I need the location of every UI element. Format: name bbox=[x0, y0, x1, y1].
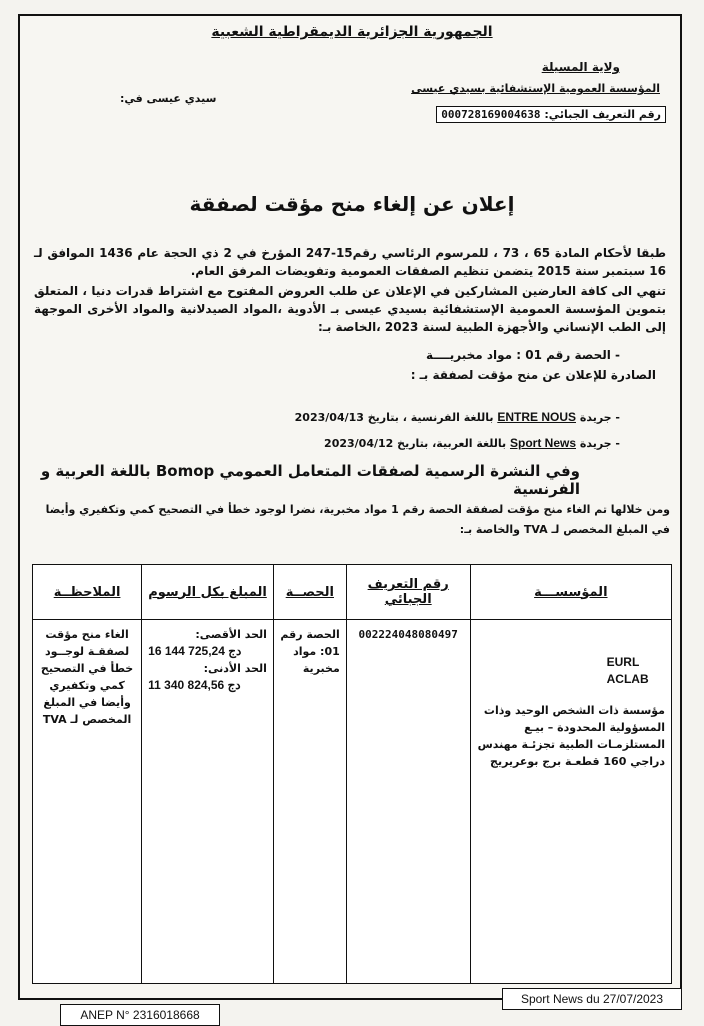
paper2-name: Sport News bbox=[509, 436, 576, 450]
table-header-row bbox=[33, 565, 672, 620]
awards-table bbox=[32, 564, 672, 984]
table-row bbox=[33, 620, 672, 984]
page-title: إعلان عن إلغاء منح مؤقت لصفقة bbox=[189, 192, 515, 216]
issued-line: الصادرة للإعلان عن منح مؤقت لصفقة بـ : bbox=[410, 368, 656, 382]
tax-id-value: 000728169004638 bbox=[441, 108, 541, 121]
cell-amount bbox=[142, 620, 274, 984]
header-note: الملاحظــة bbox=[33, 565, 142, 620]
paper2-prefix: - جريدة bbox=[579, 437, 620, 450]
republic-header: الجمهورية الجزائرية الديمقراطية الشعبية bbox=[211, 24, 493, 40]
max-label: الحد الأقصى: bbox=[195, 628, 267, 641]
body-paragraph-1: طبقا لأحكام المادة 65 ، 73 ، للمرسوم الرئاسي رقم15-247 المؤرخ في 2 ذي الحجة عام 1436 الموافق لـ 16 سبتمبر سنة 2015 يتضمن تنظيم الصفقات العمومية وتفويضات المرفق العام. bbox=[34, 246, 667, 278]
header-institution: المؤسســـة bbox=[470, 565, 671, 620]
paper1-suffix: باللغة الفرنسية ، بتاريخ 2023/04/13 bbox=[294, 411, 494, 424]
body-text bbox=[34, 244, 666, 338]
cancel-note: ومن خلالها تم الغاء منح مؤقت لصفقة الحصة رقم 1 مواد مخبرية، نضرا لوجود خطأ في التصحيح كمي وتكفيري وأيضا في المبلغ المخصص لـ TVA والخاصة بـ: bbox=[45, 503, 670, 536]
cell-tax-id: 002224048080497 bbox=[346, 620, 470, 984]
announcement-page bbox=[18, 14, 682, 1000]
institution-label: المؤسسة العمومية الإستشفائية بسيدي عيسى bbox=[411, 82, 660, 95]
cell-institution bbox=[470, 620, 671, 984]
header-amount: المبلغ بكل الرسوم bbox=[142, 565, 274, 620]
cell-lot: الحصة رقم 01: مواد مخبرية bbox=[273, 620, 346, 984]
newspaper-entry-1 bbox=[295, 410, 620, 424]
wilaya-label: ولاية المسيلة bbox=[541, 60, 620, 74]
min-label: الحد الأدنى: bbox=[203, 662, 267, 675]
tax-id-label: رقم التعريف الجبائي: bbox=[544, 108, 661, 121]
footer-anep: ANEP N° 2316018668 bbox=[60, 1004, 220, 1026]
company-name: EURL ACLAB bbox=[606, 655, 649, 686]
paper1-prefix: - جريدة bbox=[579, 411, 620, 424]
max-value: 16 144 725,24 دج bbox=[148, 644, 242, 658]
company-description: مؤسسة ذات الشخص الوحيد وذات المسؤولية المحدودة – بيـع المستلزمـات الطبية تجزئـة مهندس دراجي 160 قطعـة برج بوعريريج bbox=[477, 704, 665, 768]
lot-line: - الحصة رقم 01 : مواد مخبريــــة bbox=[426, 348, 620, 362]
tax-id-box bbox=[436, 106, 666, 123]
paper2-suffix: باللغة العربية، بتاريخ 2023/04/12 bbox=[324, 437, 507, 450]
paper1-name: ENTRE NOUS bbox=[497, 410, 576, 424]
header-tax-id: رقم التعريف الجبائي bbox=[346, 565, 470, 620]
cell-note: الغاء منح مؤقت لصفقـة لوجــود خطأ في التصحيح كمي وتكفيري وأيضا في المبلغ المخصص لـ TVA bbox=[33, 620, 142, 984]
min-value: 11 340 824,56 دج bbox=[148, 678, 241, 692]
body-paragraph-2: تنهي الى كافة العارضين المشاركين في الإعلان عن طلب العروض المفتوح مع اشتراط قدرات دنيا ، المتعلق بتموين المؤسسة العمومية الإستشفائية بسيدي عيسى بـ الأدوية ،المواد الصيدلانية والمواد الأخرى الموجهة إلى الطب الإنساني والأجهزة الطبية لسنة 2023 ،الخاصة بـ: bbox=[34, 284, 666, 334]
bomop-line: وفي النشرة الرسمية لصفقات المتعامل العمومي Bomop باللغة العربية و الفرنسية bbox=[40, 462, 580, 498]
commune-label: سيدي عيسى في: bbox=[120, 92, 217, 105]
footer-date: Sport News du 27/07/2023 bbox=[502, 988, 682, 1010]
newspaper-entry-2 bbox=[324, 436, 620, 450]
header-lot: الحصــة bbox=[273, 565, 346, 620]
